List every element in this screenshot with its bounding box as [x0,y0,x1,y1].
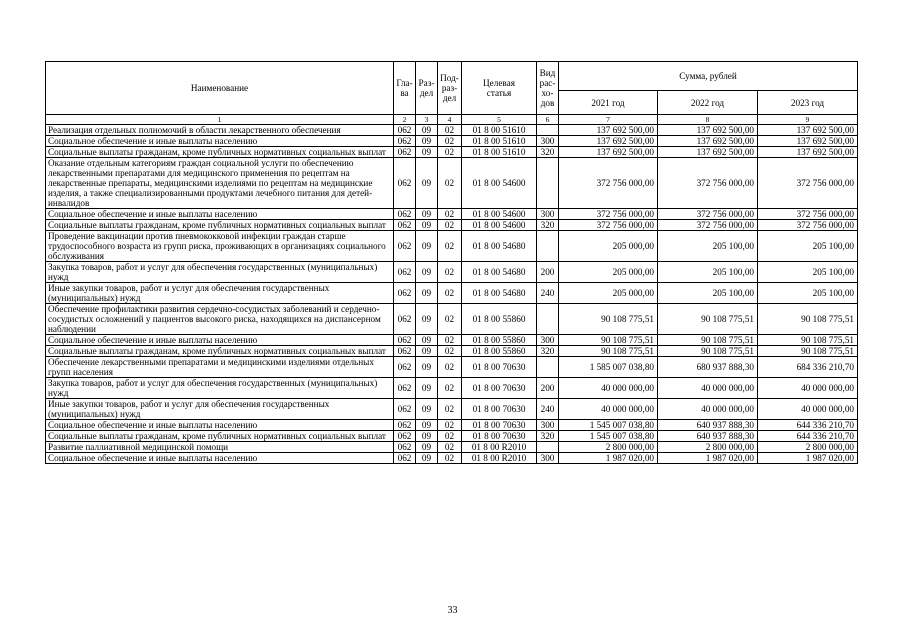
row-name: Иные закупки товаров, работ и услуг для обеспечения государственных (муниципальных) нужд [46,399,394,420]
row-glava: 062 [394,442,416,453]
row-podrazdel: 02 [438,136,462,147]
row-expense-type: 320 [537,431,559,442]
row-sum-2022: 137 692 500,00 [658,147,758,158]
row-sum-2022: 640 937 888,30 [658,420,758,431]
row-razdel: 09 [416,335,438,346]
row-name: Развитие паллиативной медицинской помощи [46,442,394,453]
row-target-article: 01 8 00 54600 [462,158,537,209]
row-sum-2022: 2 800 000,00 [658,442,758,453]
column-number: 7 [559,115,658,125]
row-podrazdel: 02 [438,346,462,357]
table-row [46,420,858,431]
row-target-article: 01 8 00 R2010 [462,453,537,464]
row-podrazdel: 02 [438,420,462,431]
row-name: Реализация отдельных полномочий в области лекарственного обеспечения [46,125,394,136]
row-sum-2022: 205 100,00 [658,231,758,262]
row-razdel: 09 [416,304,438,335]
row-podrazdel: 02 [438,304,462,335]
row-sum-2023: 644 336 210,70 [758,420,858,431]
row-sum-2021: 372 756 000,00 [559,220,658,231]
table-row [46,147,858,158]
row-sum-2022: 90 108 775,51 [658,346,758,357]
row-target-article: 01 8 00 55860 [462,304,537,335]
header-glava: Гла- ва [394,62,416,115]
row-sum-2023: 684 336 210,70 [758,357,858,378]
row-podrazdel: 02 [438,262,462,283]
row-sum-2021: 90 108 775,51 [559,335,658,346]
row-name: Социальное обеспечение и иные выплаты населению [46,209,394,220]
row-sum-2022: 90 108 775,51 [658,304,758,335]
row-sum-2022: 40 000 000,00 [658,378,758,399]
row-sum-2023: 90 108 775,51 [758,304,858,335]
table-row [46,304,858,335]
row-glava: 062 [394,335,416,346]
row-podrazdel: 02 [438,125,462,136]
row-name: Социальное обеспечение и иные выплаты населению [46,420,394,431]
row-expense-type: 300 [537,420,559,431]
row-target-article: 01 8 00 54680 [462,262,537,283]
row-podrazdel: 02 [438,399,462,420]
row-glava: 062 [394,262,416,283]
column-number: 2 [394,115,416,125]
row-sum-2023: 644 336 210,70 [758,431,858,442]
table-row [46,357,858,378]
row-target-article: 01 8 00 54600 [462,209,537,220]
row-name: Иные закупки товаров, работ и услуг для обеспечения государственных (муниципальных) нужд [46,283,394,304]
row-glava: 062 [394,136,416,147]
row-sum-2021: 137 692 500,00 [559,125,658,136]
row-expense-type [537,357,559,378]
row-podrazdel: 02 [438,231,462,262]
header-year-2023: 2023 год [758,91,858,115]
row-razdel: 09 [416,399,438,420]
table-row [46,335,858,346]
row-sum-2023: 40 000 000,00 [758,399,858,420]
row-sum-2023: 137 692 500,00 [758,147,858,158]
row-podrazdel: 02 [438,220,462,231]
row-podrazdel: 02 [438,431,462,442]
header-year-2021: 2021 год [559,91,658,115]
row-expense-type [537,442,559,453]
row-sum-2021: 90 108 775,51 [559,346,658,357]
row-sum-2021: 205 000,00 [559,231,658,262]
row-target-article: 01 8 00 55860 [462,346,537,357]
row-podrazdel: 02 [438,335,462,346]
row-expense-type: 300 [537,209,559,220]
row-sum-2021: 1 987 020,00 [559,453,658,464]
row-sum-2022: 205 100,00 [658,283,758,304]
row-name: Обеспечение лекарственными препаратами и медицинскими изделиями отдельных групп населения [46,357,394,378]
row-expense-type: 200 [537,262,559,283]
row-sum-2022: 137 692 500,00 [658,125,758,136]
table-row [46,346,858,357]
row-expense-type: 300 [537,136,559,147]
row-name: Оказание отдельным категориям граждан социальной услуги по обеспечению лекарственными препаратами для медицинского применения по рецептам на лекарственные препараты, медицинскими изделиями по рецептам на медицинские изделия, а также специализированными продуктами лечебного питания для детей-инвалидов [46,158,394,209]
row-podrazdel: 02 [438,378,462,399]
row-sum-2022: 372 756 000,00 [658,220,758,231]
row-sum-2023: 372 756 000,00 [758,220,858,231]
row-glava: 062 [394,453,416,464]
row-razdel: 09 [416,378,438,399]
page-number: 33 [447,605,458,616]
row-razdel: 09 [416,231,438,262]
row-razdel: 09 [416,136,438,147]
row-expense-type: 320 [537,220,559,231]
row-razdel: 09 [416,346,438,357]
row-glava: 062 [394,231,416,262]
table-row [46,378,858,399]
row-sum-2023: 205 100,00 [758,231,858,262]
row-name: Обеспечение профилактики развития сердечно-сосудистых заболеваний и сердечно-сосудистых осложнений у пациентов высокого риска, находящихся на диспансерном наблюдении [46,304,394,335]
row-sum-2021: 137 692 500,00 [559,136,658,147]
row-name: Социальные выплаты гражданам, кроме публичных нормативных социальных выплат [46,147,394,158]
row-target-article: 01 8 00 70630 [462,420,537,431]
row-name: Социальные выплаты гражданам, кроме публичных нормативных социальных выплат [46,220,394,231]
row-name: Социальные выплаты гражданам, кроме публичных нормативных социальных выплат [46,431,394,442]
row-sum-2021: 372 756 000,00 [559,158,658,209]
row-sum-2023: 40 000 000,00 [758,378,858,399]
column-number: 3 [416,115,438,125]
row-sum-2022: 1 987 020,00 [658,453,758,464]
row-sum-2023: 90 108 775,51 [758,335,858,346]
row-sum-2021: 1 545 007 038,80 [559,420,658,431]
row-target-article: 01 8 00 R2010 [462,442,537,453]
budget-table-sheet [45,61,857,464]
row-sum-2023: 372 756 000,00 [758,158,858,209]
row-target-article: 01 8 00 70630 [462,357,537,378]
row-podrazdel: 02 [438,209,462,220]
row-glava: 062 [394,283,416,304]
row-sum-2022: 137 692 500,00 [658,136,758,147]
row-razdel: 09 [416,209,438,220]
row-expense-type: 240 [537,399,559,420]
row-target-article: 01 8 00 51610 [462,136,537,147]
row-razdel: 09 [416,262,438,283]
header-expense-type: Вид рас- хо- дов [537,62,559,115]
row-razdel: 09 [416,147,438,158]
row-expense-type [537,125,559,136]
row-expense-type: 300 [537,335,559,346]
row-glava: 062 [394,399,416,420]
row-sum-2021: 40 000 000,00 [559,378,658,399]
row-target-article: 01 8 00 70630 [462,378,537,399]
table-row [46,431,858,442]
row-sum-2023: 90 108 775,51 [758,346,858,357]
header-podrazdel: Под- раз- дел [438,62,462,115]
row-glava: 062 [394,304,416,335]
row-target-article: 01 8 00 54680 [462,283,537,304]
row-name: Закупка товаров, работ и услуг для обеспечения государственных (муниципальных) нужд [46,378,394,399]
row-sum-2021: 1 585 007 038,80 [559,357,658,378]
table-row [46,442,858,453]
row-target-article: 01 8 00 70630 [462,431,537,442]
row-podrazdel: 02 [438,453,462,464]
row-target-article: 01 8 00 70630 [462,399,537,420]
row-sum-2021: 205 000,00 [559,283,658,304]
table-row [46,125,858,136]
table-row [46,209,858,220]
table-row [46,231,858,262]
column-number: 9 [758,115,858,125]
header-target-article: Целевая статья [462,62,537,115]
row-expense-type [537,158,559,209]
column-number: 8 [658,115,758,125]
table-row [46,399,858,420]
row-sum-2023: 372 756 000,00 [758,209,858,220]
row-sum-2023: 1 987 020,00 [758,453,858,464]
budget-table [45,61,858,464]
row-sum-2021: 90 108 775,51 [559,304,658,335]
row-expense-type: 200 [537,378,559,399]
row-sum-2021: 2 800 000,00 [559,442,658,453]
row-razdel: 09 [416,220,438,231]
row-expense-type: 300 [537,453,559,464]
row-razdel: 09 [416,442,438,453]
row-podrazdel: 02 [438,357,462,378]
row-sum-2023: 137 692 500,00 [758,125,858,136]
column-number: 4 [438,115,462,125]
row-glava: 062 [394,209,416,220]
row-name: Социальные выплаты гражданам, кроме публичных нормативных социальных выплат [46,346,394,357]
row-razdel: 09 [416,357,438,378]
column-number: 6 [537,115,559,125]
row-sum-2021: 137 692 500,00 [559,147,658,158]
row-razdel: 09 [416,420,438,431]
table-body [46,125,858,464]
row-sum-2023: 137 692 500,00 [758,136,858,147]
row-name: Социальное обеспечение и иные выплаты населению [46,136,394,147]
row-name: Социальное обеспечение и иные выплаты населению [46,453,394,464]
row-sum-2021: 40 000 000,00 [559,399,658,420]
column-number-row [46,115,858,125]
row-sum-2022: 205 100,00 [658,262,758,283]
header-year-2022: 2022 год [658,91,758,115]
row-podrazdel: 02 [438,147,462,158]
table-row [46,220,858,231]
row-sum-2023: 205 100,00 [758,283,858,304]
row-sum-2023: 205 100,00 [758,262,858,283]
row-glava: 062 [394,357,416,378]
table-row [46,262,858,283]
row-glava: 062 [394,420,416,431]
row-expense-type [537,231,559,262]
row-expense-type: 320 [537,346,559,357]
row-razdel: 09 [416,431,438,442]
row-sum-2022: 640 937 888,30 [658,431,758,442]
row-target-article: 01 8 00 55860 [462,335,537,346]
row-expense-type: 240 [537,283,559,304]
row-name: Закупка товаров, работ и услуг для обеспечения государственных (муниципальных) нужд [46,262,394,283]
row-sum-2022: 372 756 000,00 [658,209,758,220]
row-glava: 062 [394,378,416,399]
row-sum-2022: 40 000 000,00 [658,399,758,420]
header-sum: Сумма, рублей [559,62,858,91]
row-glava: 062 [394,158,416,209]
row-podrazdel: 02 [438,283,462,304]
table-row [46,283,858,304]
header-razdel: Раз- дел [416,62,438,115]
row-name: Проведение вакцинации против пневмококковой инфекции граждан старше трудоспособного возраста из групп риска, проживающих в организациях социального обслуживания [46,231,394,262]
header-name: Наименование [46,62,394,115]
table-row [46,136,858,147]
row-sum-2022: 90 108 775,51 [658,335,758,346]
row-razdel: 09 [416,125,438,136]
row-razdel: 09 [416,283,438,304]
row-target-article: 01 8 00 54680 [462,231,537,262]
row-sum-2021: 1 545 007 038,80 [559,431,658,442]
row-sum-2023: 2 800 000,00 [758,442,858,453]
row-glava: 062 [394,431,416,442]
column-number: 5 [462,115,537,125]
row-sum-2022: 680 937 888,30 [658,357,758,378]
row-target-article: 01 8 00 54600 [462,220,537,231]
row-glava: 062 [394,346,416,357]
row-target-article: 01 8 00 51610 [462,147,537,158]
column-number: 1 [46,115,394,125]
row-razdel: 09 [416,158,438,209]
row-glava: 062 [394,220,416,231]
row-expense-type: 320 [537,147,559,158]
row-name: Социальное обеспечение и иные выплаты населению [46,335,394,346]
row-expense-type [537,304,559,335]
row-sum-2022: 372 756 000,00 [658,158,758,209]
table-row [46,158,858,209]
row-sum-2021: 372 756 000,00 [559,209,658,220]
row-glava: 062 [394,147,416,158]
table-row [46,453,858,464]
row-glava: 062 [394,125,416,136]
row-podrazdel: 02 [438,442,462,453]
row-razdel: 09 [416,453,438,464]
row-podrazdel: 02 [438,158,462,209]
row-target-article: 01 8 00 51610 [462,125,537,136]
row-sum-2021: 205 000,00 [559,262,658,283]
